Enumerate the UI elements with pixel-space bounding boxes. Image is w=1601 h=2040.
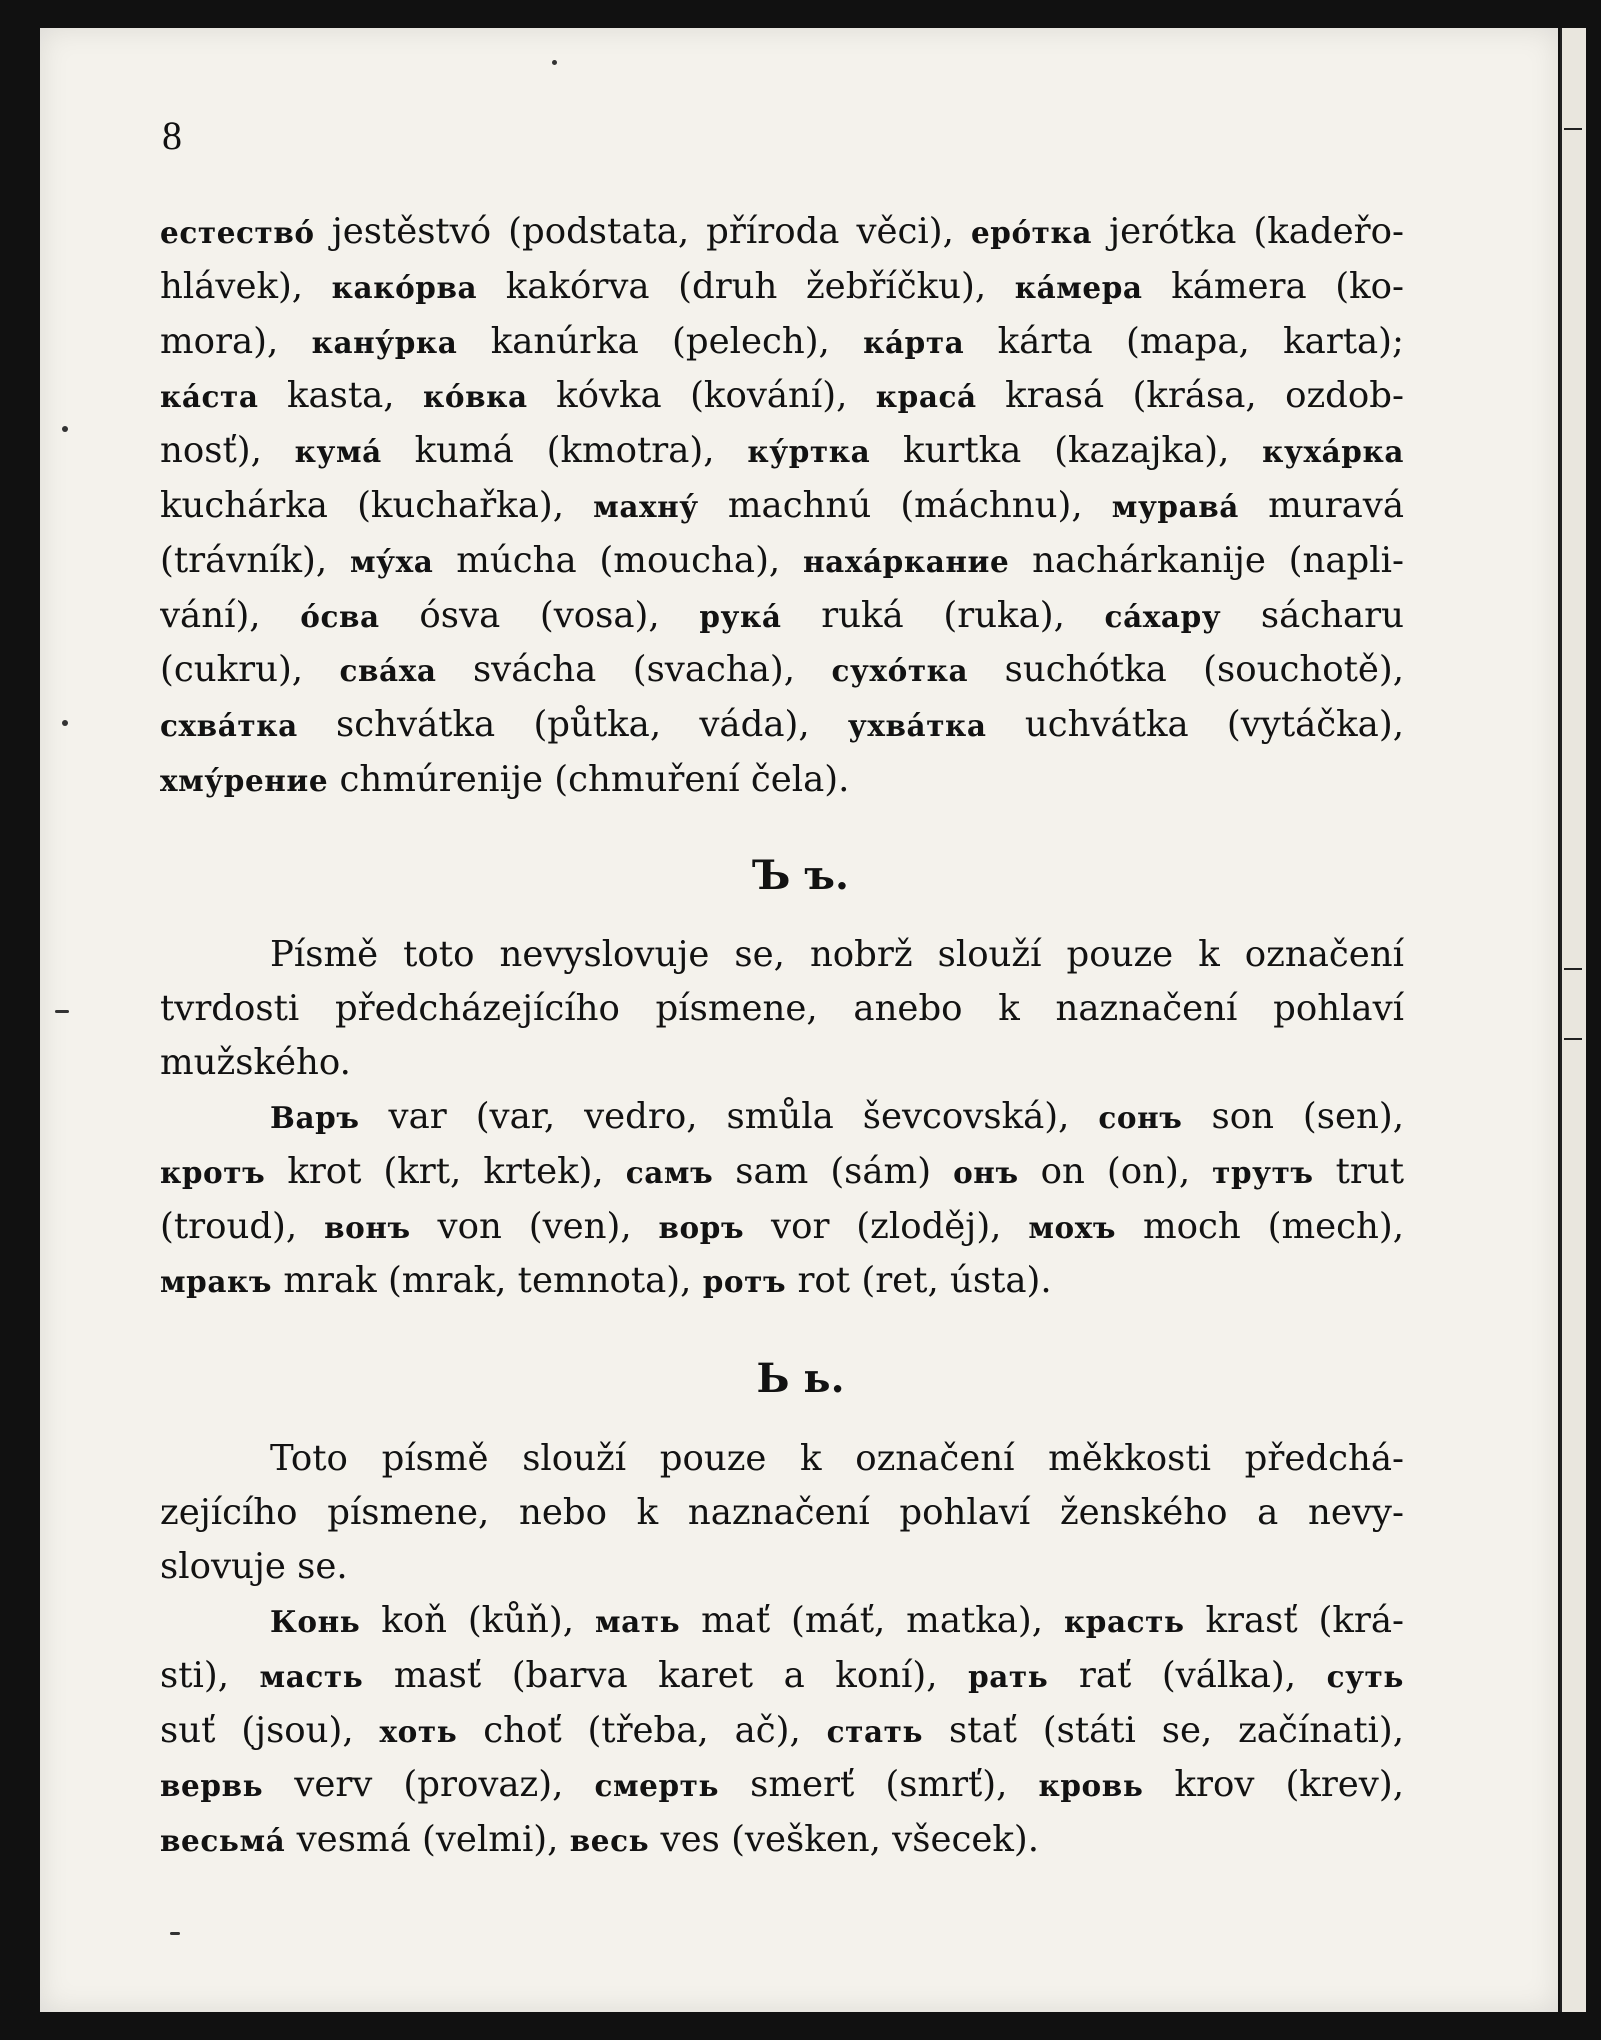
transliteration-text: tvrdosti předcházejícího písmene, anebo k naznačení pohlaví bbox=[160, 987, 1404, 1029]
transliteration-text: nosť), bbox=[160, 430, 295, 472]
transliteration-text: vor (zloděj), bbox=[744, 1205, 1029, 1247]
transliteration-text: choť (třeba, ač), bbox=[457, 1709, 827, 1751]
transliteration-text: suchótka (souchotě), bbox=[968, 649, 1404, 691]
cyrillic-word: о́сва bbox=[300, 598, 380, 634]
scan-speck bbox=[552, 60, 557, 65]
scan-speck bbox=[55, 1010, 69, 1013]
transliteration-text: muravá bbox=[1238, 484, 1404, 526]
cyrillic-word: красть bbox=[1063, 1604, 1185, 1639]
cyrillic-word: мурава́ bbox=[1111, 488, 1239, 524]
transliteration-text: krasá (krása, ozdob- bbox=[976, 375, 1404, 417]
cyrillic-word: онъ bbox=[953, 1154, 1019, 1190]
text-line bbox=[160, 698, 1404, 753]
cyrillic-word: Конь bbox=[270, 1604, 361, 1639]
cyrillic-word: вонъ bbox=[324, 1209, 411, 1245]
cyrillic-word: самъ bbox=[625, 1154, 714, 1190]
paragraph-cyrillic-words-1 bbox=[160, 205, 1404, 808]
text-line bbox=[160, 1090, 1404, 1145]
transliteration-text: mora), bbox=[160, 320, 312, 362]
transliteration-text: hlávek), bbox=[160, 265, 332, 307]
cyrillic-word: ко́вка bbox=[422, 379, 528, 415]
cyrillic-word: му́ха bbox=[349, 543, 434, 579]
cyrillic-word: трутъ bbox=[1212, 1154, 1314, 1190]
cyrillic-word: естество́ bbox=[160, 215, 315, 250]
transliteration-text: kóvka (kování), bbox=[527, 375, 876, 417]
transliteration-text: kanúrka (pelech), bbox=[457, 320, 864, 362]
cyrillic-word: схва́тка bbox=[160, 708, 298, 744]
scan-speck bbox=[170, 1932, 180, 1935]
transliteration-text: svácha (svacha), bbox=[436, 649, 832, 691]
transliteration-text: trut bbox=[1313, 1150, 1404, 1192]
transliteration-text: (trávník), bbox=[160, 539, 350, 581]
transliteration-text: moch (mech), bbox=[1116, 1205, 1404, 1247]
transliteration-text: kasta, bbox=[258, 375, 423, 417]
text-line bbox=[160, 753, 1404, 808]
transliteration-text: mrak (mrak, temnota), bbox=[272, 1260, 703, 1302]
transliteration-text: verv (provaz), bbox=[263, 1764, 595, 1806]
cyrillic-word: вервь bbox=[160, 1768, 264, 1804]
cyrillic-word: сва́ха bbox=[339, 653, 437, 689]
cyrillic-word: рука́ bbox=[699, 598, 782, 634]
transliteration-text: krov (krev), bbox=[1143, 1764, 1404, 1806]
transliteration-text: smerť (smrť), bbox=[719, 1764, 1039, 1806]
next-page-edge bbox=[1560, 28, 1586, 2012]
cyrillic-word: еро́тка bbox=[970, 215, 1093, 250]
cyrillic-word: кровь bbox=[1038, 1768, 1144, 1804]
text-line bbox=[160, 479, 1404, 534]
text-line bbox=[160, 534, 1404, 589]
transliteration-text: ruká (ruka), bbox=[781, 594, 1105, 636]
cyrillic-word: ухва́тка bbox=[847, 708, 987, 744]
transliteration-text: sam (sám) bbox=[713, 1150, 954, 1192]
transliteration-text: rot (ret, ústa). bbox=[786, 1260, 1052, 1302]
transliteration-text: rať (válka), bbox=[1048, 1654, 1327, 1696]
transliteration-text: stať (státi se, začínati), bbox=[923, 1709, 1404, 1751]
cyrillic-word: Варъ bbox=[270, 1100, 360, 1135]
scan-speck bbox=[62, 426, 68, 432]
paragraph-soft-sign-examples bbox=[160, 1594, 1404, 1868]
transliteration-text: sti), bbox=[160, 1654, 260, 1696]
transliteration-text: suť (jsou), bbox=[160, 1709, 380, 1751]
transliteration-text: ósva (vosa), bbox=[379, 594, 700, 636]
transliteration-text: masť (barva karet a koní), bbox=[363, 1654, 969, 1696]
transliteration-text: son (sen), bbox=[1182, 1096, 1404, 1137]
transliteration-text: sácharu bbox=[1221, 594, 1404, 636]
text-line bbox=[160, 1758, 1404, 1813]
transliteration-text: kakórva (druh žebříčku), bbox=[477, 265, 1015, 307]
section-heading-hard-sign: Ъ ъ. bbox=[752, 852, 849, 899]
cyrillic-word: сухо́тка bbox=[831, 653, 969, 689]
text-line bbox=[160, 424, 1404, 479]
transliteration-text: zejícího písmene, nebo k naznačení pohlaví ženského a nevy- bbox=[160, 1491, 1404, 1533]
transliteration-text: machnú (máchnu), bbox=[698, 484, 1112, 526]
paragraph-hard-sign-description bbox=[160, 928, 1404, 1089]
transliteration-text: von (ven), bbox=[410, 1205, 659, 1247]
cyrillic-word: ка́мера bbox=[1014, 269, 1143, 305]
transliteration-text: koň (kůň), bbox=[360, 1600, 595, 1641]
cyrillic-word: мохъ bbox=[1028, 1209, 1117, 1245]
text-line bbox=[160, 1254, 1404, 1309]
cyrillic-word: масть bbox=[259, 1658, 364, 1694]
transliteration-text: ves (vešken, všecek). bbox=[649, 1819, 1039, 1861]
transliteration-text: uchvátka (vytáčka), bbox=[986, 704, 1404, 746]
transliteration-text: kurtka (kazajka), bbox=[870, 430, 1263, 472]
text-line bbox=[160, 589, 1404, 644]
transliteration-text: vání), bbox=[160, 594, 301, 636]
cyrillic-word: хму́рение bbox=[160, 762, 329, 798]
transliteration-text: nachárkanije (napli- bbox=[1009, 539, 1404, 581]
cyrillic-word: весь bbox=[569, 1823, 650, 1859]
transliteration-text: jestěstvó (podstata, příroda věci), bbox=[314, 211, 971, 252]
text-line bbox=[160, 928, 1404, 982]
cyrillic-word: мракъ bbox=[160, 1264, 273, 1300]
edge-mark bbox=[1564, 1038, 1582, 1040]
text-line bbox=[160, 1813, 1404, 1868]
text-line bbox=[160, 315, 1404, 370]
transliteration-text: chmúrenije (chmuření čela). bbox=[328, 758, 850, 800]
cyrillic-word: ка́ста bbox=[160, 379, 259, 415]
transliteration-text: mužského. bbox=[160, 1041, 351, 1083]
transliteration-text: var (var, vedro, smůla ševcovská), bbox=[359, 1096, 1099, 1137]
transliteration-text: jerótka (kadeřo- bbox=[1092, 211, 1404, 252]
transliteration-text: kárta (mapa, karta); bbox=[964, 320, 1404, 362]
transliteration-text: krasť (krá- bbox=[1184, 1600, 1404, 1641]
text-line bbox=[160, 369, 1404, 424]
cyrillic-word: куха́рка bbox=[1262, 434, 1404, 470]
text-line bbox=[160, 1432, 1404, 1486]
transliteration-text: kuchárka (kuchařka), bbox=[160, 484, 594, 526]
transliteration-text: (troud), bbox=[160, 1205, 325, 1247]
text-line bbox=[160, 1145, 1404, 1200]
transliteration-text: Toto písmě slouží pouze k označení měkkosti předchá- bbox=[270, 1438, 1404, 1479]
cyrillic-word: ка́рта bbox=[863, 324, 965, 360]
transliteration-text: kámera (ko- bbox=[1142, 265, 1404, 307]
transliteration-text: kumá (kmotra), bbox=[381, 430, 748, 472]
scan-speck bbox=[62, 720, 68, 726]
edge-mark bbox=[1564, 128, 1582, 130]
cyrillic-word: смерть bbox=[594, 1768, 720, 1804]
cyrillic-word: ротъ bbox=[702, 1264, 787, 1300]
transliteration-text: slovuje se. bbox=[160, 1545, 348, 1587]
text-line bbox=[160, 1594, 1404, 1649]
text-line bbox=[160, 205, 1404, 260]
text-line bbox=[160, 643, 1404, 698]
transliteration-text: on (on), bbox=[1018, 1150, 1213, 1192]
cyrillic-word: кума́ bbox=[294, 434, 382, 470]
text-line bbox=[160, 1486, 1404, 1540]
cyrillic-word: наха́ркание bbox=[803, 543, 1010, 579]
cyrillic-word: стать bbox=[826, 1713, 924, 1749]
text-line bbox=[160, 982, 1404, 1036]
cyrillic-word: краса́ bbox=[875, 379, 977, 415]
transliteration-text: schvátka (půtka, váda), bbox=[297, 704, 848, 746]
section-heading-soft-sign: Ь ь. bbox=[756, 1355, 845, 1402]
cyrillic-word: махну́ bbox=[593, 488, 699, 524]
transliteration-text: (cukru), bbox=[160, 649, 340, 691]
page-number: 8 bbox=[162, 113, 182, 158]
transliteration-text: krot (krt, krtek), bbox=[265, 1150, 626, 1192]
transliteration-text: múcha (moucha), bbox=[433, 539, 804, 581]
cyrillic-word: рать bbox=[968, 1658, 1049, 1694]
transliteration-text: mať (máť, matka), bbox=[680, 1600, 1064, 1641]
text-line bbox=[160, 1649, 1404, 1704]
edge-mark bbox=[1564, 968, 1582, 970]
cyrillic-word: кротъ bbox=[160, 1154, 266, 1190]
paragraph-soft-sign-description bbox=[160, 1432, 1404, 1593]
text-line bbox=[160, 1540, 1404, 1594]
cyrillic-word: весьма́ bbox=[160, 1823, 286, 1859]
text-line bbox=[160, 1200, 1404, 1255]
text-line bbox=[160, 1036, 1404, 1090]
cyrillic-word: сонъ bbox=[1098, 1100, 1183, 1135]
cyrillic-word: ку́ртка bbox=[747, 434, 871, 470]
cyrillic-word: мать bbox=[594, 1604, 681, 1639]
text-line bbox=[160, 260, 1404, 315]
cyrillic-word: кану́рка bbox=[311, 324, 458, 360]
cyrillic-word: хоть bbox=[379, 1713, 458, 1749]
transliteration-text: vesmá (velmi), bbox=[285, 1819, 570, 1861]
paragraph-hard-sign-examples bbox=[160, 1090, 1404, 1309]
transliteration-text: Písmě toto nevyslovuje se, nobrž slouží pouze k označení bbox=[270, 934, 1404, 975]
cyrillic-word: како́рва bbox=[331, 269, 478, 305]
text-line bbox=[160, 1704, 1404, 1759]
cyrillic-word: воръ bbox=[658, 1209, 745, 1245]
cyrillic-word: са́хару bbox=[1104, 598, 1222, 634]
cyrillic-word: суть bbox=[1326, 1658, 1404, 1694]
